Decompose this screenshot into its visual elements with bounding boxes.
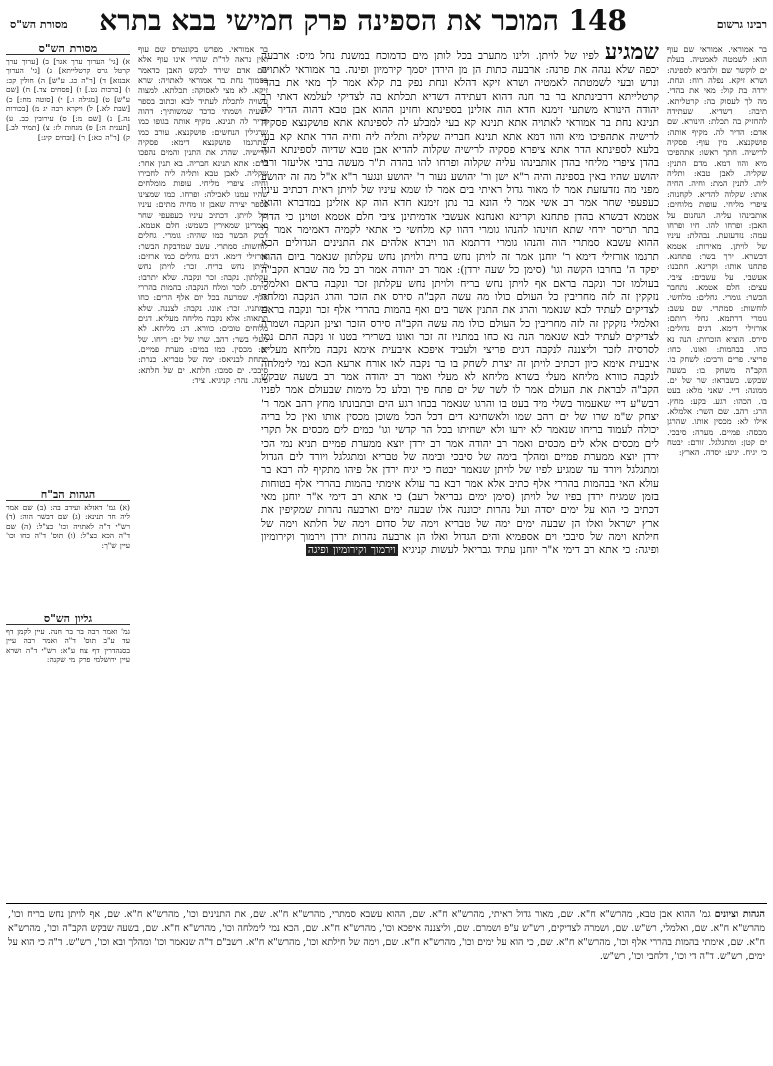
header-right-label: רבינו גרשום bbox=[716, 18, 767, 31]
footnotes-title: הגהות וציונים bbox=[714, 909, 765, 920]
header-left-label: מסורת הש"ס bbox=[10, 18, 68, 31]
masoret-text: א) [גי' הערוך ערך אגר] ב) [ערוך ערך קרטל גרס קרטלייתא] ג) [גי' הערוך אבנזא] ד) [ר"ה כג. ע"ש] ה) חולין קכ: ו) [ברכות נט.] ז) [פסחים צד.] ח) [שם ע"ש] ט) [מגילה ו.] י) [סוטה מח:] כ) [שבת לא.] ל) ויקרא רבה יג מ) [בכורות נה.] נ) [שם מ:] ס) עירובין כב. ע) [תענית ה:] פ) מנחות לז: צ) [תמיד לב.] ק) [ר"ה כא:] ר) [זבחים קיג:] bbox=[6, 56, 130, 142]
haga-text: (א) גמ' דאזלא ועידב בה: (ב) שם אמר ליה חד תנינא: (ג) שם דבשר הוה: (ד) רש"י ד"ה לאתויה וכו' כצ"ל: (ה) שם ד"ה הכא כצ"ל: (ו) תוס' ד"ה כחו וכו' עיין ש"ך: bbox=[6, 502, 130, 550]
page-header bbox=[6, 4, 767, 40]
footnotes-text: גמ' ההוא אבן טבא, מהרש"א ח"א. שם, מאור גדול ראיתי, מהרש"א ח"א. שם, ההוא עשבא סמתרי, מהרש"א ח"א. שם, את התנינים וכו', מהרש"א ח"א. שם, אף לויתן נחש בריח וכו', מהרש"א ח"א. שם, ואלמלי, רש"ש. שם, ושמרה לצדיקים, רש"ש ע"פ ושמרם. שם, וליצננה איפכא וכו', מהרש"א ח"א. שם, הכא נמי לימלחה וכו', מהרש"א ח"א. שם, בשעה שבקש הקב"ה וכו', מהרש"א ח"א. שם, אימתי בהמות בהררי אלף וכו', מהרש"א ח"א. שם, כי הוא על ימים וכו', מהרש"א ח"א. שם, וימה של חילתא וכו', מהרש"א ח"א. רשב"ם ד"ה שנאמר וכו' ומהלך ובא וכו', רש"ש. ד"ה כי הוא על ימים, רש"ש. ד"ה די וכו', דלחבי וכו', רש"ש. bbox=[8, 909, 765, 962]
tosafot-commentary-column bbox=[138, 44, 268, 879]
highlighted-text: וירמוך וקירומיון ופיגה bbox=[307, 544, 396, 557]
gilyon-text: גמ' ואמר רבה בר בר חנה. עיין לקמן דף עד ע"ב תוס' ד"ה ואמר רבה עיין בסנהדרין דף צח ע"א: רש"י ד"ה ושרא עיין ירושלמי פרק מי שקנה: bbox=[6, 626, 130, 664]
hagahot-habach-section bbox=[6, 490, 130, 610]
gilyon-hashas-section bbox=[6, 614, 130, 734]
footnote-divider bbox=[6, 903, 767, 904]
rashi-commentary-column bbox=[667, 44, 767, 879]
gilyon-title: גליון הש"ס bbox=[6, 614, 130, 625]
footnotes-section bbox=[8, 908, 765, 1008]
gemara-paragraph bbox=[261, 40, 659, 558]
tosafot-text: בר אמוראי. מפרש בקונטרס שם עוף ואין נראה לר"ת שהרי אינו עוף אלא שם אדם שירד לבקש האבן כדאמר בסמוך נחת בר אמוראי לאתויה: שרא זיקא. לא מצי לאסוקה: תכלתא. למצוה עשויה לתכלת לעתיד לבא וכתוב בספר ישעיה ושמתי כדכד שמשותיך: דהוה הדיר לה תנינא. מקיף אותה בגופו כמו שרגילין הנחשים: פושקנצא. עורב כמו שתרגמו פושקנצא דימא: פסקיה לרישיה. שהרג את התנין והמים נהפכו לדם: אתא תנינא חבריה. בא תנין אחר: שקליה. לאבן טבא ותליה ליה לחבירו וחיה: ציפרי מליחי. עופות מומלחים שהיו עמנו לאכילה: ופרחו. כמו שמצינו בספר יצירה שאבן זו מחיה מתים: עיניו של לויתן. דכתיב עיניו כעפעפי שחר ואמרינן שמאירין כשמש: חלם אטמא. דבוק הבשר כמו שהיה: גומרי. גחלים לוחשות: סמתרי. עשב שמדבקת הבשר: אורזילי דימא. דגים גדולים כמו ארזים: לויתן נחש בריח. זכר: לויתן נחש עקלתון. נקבה: זכר ונקבה. שלא יתרבו: סירס. לזכר ומלח הנקבה: בהמות בהררי אלף. שמרעה בכל יום אלף הרים: כחו במתניו. זכר: אונו. נקבה: לצננה. שלא תתאוה: אלא נקבה מליחה מעליא. דגים מלוחים טובים: כוורא. דג: מליחא. לא מעלי בשר: רהב. שרו של ים: ריחו. של ים: מכסין. כמו במים: מערת פמיים. מתחת לבניאס: ימה של טבריא. כנרת: סיבכי. ים סמכו: חלתא. ים של חלתא: פיגה. נהר: קניגיא. ציד: bbox=[138, 44, 268, 385]
rashi-text: בר אמוראי. אמוראי שם עוף הוא: לשמטה לאמטיה. בעלת ים לוקשר שם ולהביא לספינה: ושרא זיקא. נפלה רוח: ונחת. ירדה בת קול: מאי את בהדי. מה לך לעסוק בה: קרטליתא. תיבה: דשדיא. שעתידה להחזיק בה תכלת: הינורא. שם אדם: הדיר לה. מקיף אותה: פושקנצא. מין עוף: פסקיה לרישיה. חתך ראשו: אתהפיכו מיא והוו דמא. מדם התנין: שקליה. לאבן טבא: ותליה ליה. לתנין המת: וחיה. החיה אותו: שקלוה להדיא. לקחנוה: ציפרי מליחי. עופות מלוחים: אותבינהו עליה. הנחנום על האבן: ופרחו להו. חיו ופרחו עמה: נזדעזעת. נבהלת: עיניו של לויתן. מאירות: אטמא דבשרא. ירך בשר: פתחנא. פתחנו אותו: וקרינא. חתכנו: אעשבי. על עשבים: ציבי. עצים: חלם אטמא. נתחבר הבשר: גומרי. גחלים: מלחשי. לוחשות: סמתרי. שם עשב: גומרי דרתמא. גחלי רותם: אורזילי דימא. דגים גדולים: סירס. הוציא הזכרות: הנה נא כחו. בבהמות: ואונו. כחו: פריצי. פרים ורבים: לשחק בו. הקב"ה משחק בו: בשעה שבקש. כשבראו: שר של ים. ממונה: דיי. שאני מלא: בעט בו. הכהו: רגע. בקע: מחץ. הרג: רהב. שם השר: אלמלא. אילו לא: מכסין אותו. שהרגן מכסה: פמיים. מערה: סיבכי. ים קטן: ומתגלגל. זורם: יבטח כי יגיח. יגיע: יסדה. הארץ: bbox=[667, 44, 767, 458]
gemara-main-text bbox=[261, 40, 659, 890]
masoret-hashas-section bbox=[6, 44, 130, 484]
page-title: 148 המוכר את הספינה פרק חמישי בבא בתרא bbox=[99, 4, 627, 37]
haga-title: הגהות הב"ח bbox=[6, 490, 130, 501]
masoret-title: מסורת הש"ס bbox=[6, 44, 130, 55]
gemara-opening-word: שמגיע bbox=[604, 40, 659, 65]
gemara-body-text: לפיו של לויתן. ולינו מתערב בכל לותן מים כדמוכח במשנת נחל מיס: ארבעה יכפה שלא ננהה את פרנה: ארבעה כתות הן מן הירדן יסמך קירמיון ופינה. בר אמוראי לאתויה ונרש ובעי לשמטתה לאמטיה ושרא זיקא דהלא ונחת נפק בת קלא אמר לך מאי את בהדי קרטלייתא דרבינתתא בר בר חנה דהוא דעתידה דשדיא תכלתא בה לצדיקי לעלמא דאתי רב יהודה הינורא משתעי זימנא חדא הוה אזלינן בספינתא וחזינן ההוא אבן טבא דהוה הדיר לה תנינא נחת בר אמוראי לאתויה אתא תנינא קא בעי למבלע לה לספינתא אתא פושקנצא פסקיה לרישיה אתהפיכו מיא והוו דמא אתא תנינא חבריה שקליה ותליה ליה וחיה הדר אתא קא בעי בלעא לספינתא הדר אתא ציפרא פסקיה לרישיה שקלוה להדיא אבן טבא שדיוה לספינתא הוה בהדן ציפרי מליחי בהדן אותבינהו עליה שקלוה ופרחו להו בהדה ת"ר מעשה ברבי אליעזר ורבי יהושע שהיו באין בספינה והיה ר"א ישן ור' יהושע נעור ר' יהושע ונגער ר"א א"ל מה זה יהושע מפני מה נזדעזעת אמר לו מאור גדול ראיתי בים אמר לו שמא עיניו של לויתן ראית דכתיב עיניו כעפעפי שחר אמר רב אשי אמר לי הונא בר נתן זימנא חדא הוה קא אזלינן במדברא והואי אטמא דבשרא בהדן פתחנא וקרינא ואנחנא אעשבי אדמיתינן ציבי חלם אטמא וטוינן כי הדרן בתר תריסר ירחי שתא חזינהו להנהו גומרי דהוו קא מלחשי כי אתאי לקמיה דאמימר אמר לי ההוא עשבא סמתרי הוה והנהו גומרי דרתמא הוו ויברא אלהים את התנינים הגדולים הכא תרגמו אורזילי דימא ר' יוחנן אמר זה לויתן נחש בריח ולויתן נחש עקלתון שנאמר ביום ההוא יפקד ה' בחרבו הקשה וגו' (סימן כל שעה ירדן): אמר רב יהודה אמר רב כל מה שברא הקב"ה בעולמו זכר ונקבה בראם אף לויתן נחש בריח ולויתן נחש עקלתון זכר ונקבה בראם ואלמלי נזקקין זה לזה מחריבין כל העולם כולו מה עשה הקב"ה סירס את הזכר והרג הנקבה ומלחה לצדיקים לעתיד לבא שנאמר והרג את התנין אשר בים ואף בהמות בהררי אלף זכר ונקבה בראם ואלמלי נזקקין זה לזה מחריבין כל העולם כולו מה עשה הקב"ה סירס הזכר וצינן הנקבה ושמרה לצדיקים לעתיד לבא שנאמר הנה נא כחו במתניו זה זכר ואונו בשרירי בטנו זו נקבה התם נמי לסרסיה לזכר וליצננה לנקבה דגים פריצי ולעביד איפכא איבעית אימא נקבה מליחא מעליא איבעית אימא כיון דכתיב לויתן זה יצרת לשחק בו בר נקבה לאו אורח ארעא הכא נמי לימלחה לנקבה כוורא מליחא מעלי בשרא מליחא לא מעלי ואמר רב יהודה אמר רב בשעה שבקש הקב"ה לבראת את העולם אמר לו לשר של ים פתח פיך ובלע כל מימות שבעולם אמר לפניו רבש"ע דיי שאעמוד בשלי מיד בעט בו והרגו שנאמר בכחו רגע הים ובתבונתו מחץ רהב אמר ר' יצחק ש"מ שרו של ים רהב שמו ולאשחינא דים דכל הכל משוכן מכסין אותו ואין כל בריה יכולה לעמוד בריחו שנאמר לא ירעו ולא ישחיתו בכל הר קדשי וגו' כמים לים מכסים אל תקרי לים מכסים אלא לים מכסים ואמר רב יהודה אמר רב ירדן יוצא ממערת פמיים תניא נמי הכי ירדן יוצא ממערת פמיים ומהלך בימה של סיבכי ובימה של טבריא ומתגלגל ויורד לים הגדול ומתגלגל ויורד עד שמגיע לפיו של לויתן שנאמר יבטח כי יגיח ירדן אל פיהו מתקיף לה רבא בר עולא האי בבהמות בהררי אלף כתיב אלא אמר רבא בר עולא אימתי בהמות בהררי אלף בטוחות בזמן שמגיח ירדן בפיו של לויתן (סימן ימים גבריאל רעב) כי אתא רב דימי א"ר יוחנן מאי דכתיב כי הוא על ימים יסדה ועל נהרות יכוננה אלו שבעה ימים וארבעה נהרות שמקיפין את ארץ ישראל ואלו הן שבעה ימים ימה של טבריא וימה של סדום וימה של חלתא וימה של חילתא וימה של סיבכי וים אספמיא והים הגדול ואלו הן ארבעה נהרות ירדן וירמוך וקירומיון ופיגה: כי אתא רב דימי א"ר יוחנן עתיד גבריאל לעשות קניגיא bbox=[261, 50, 659, 557]
